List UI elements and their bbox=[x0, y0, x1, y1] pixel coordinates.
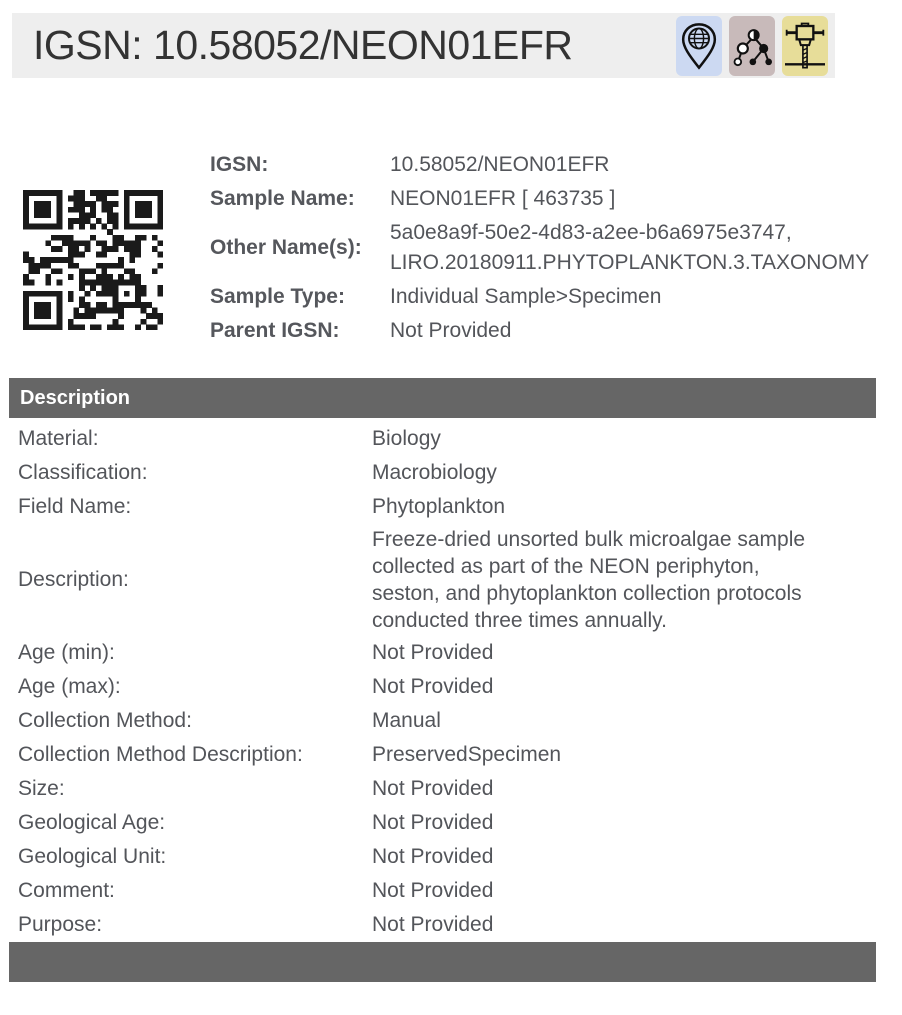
field-name-value: Phytoplankton bbox=[372, 495, 506, 518]
geological-unit-label: Geological Unit: bbox=[18, 845, 167, 868]
sample-summary bbox=[23, 148, 902, 348]
age-min-value: Not Provided bbox=[372, 641, 494, 664]
other-names-value: 5a0e8a9f-50e2-4d83-a2ee-b6a6975e3747, LIRO.20180911.PHYTOPLANKTON.3.TAXONOMY bbox=[390, 221, 870, 274]
sample-name-value: NEON01EFR [ 463735 ] bbox=[390, 187, 616, 210]
qr-code bbox=[23, 190, 163, 330]
title-bar bbox=[12, 13, 835, 78]
description-table bbox=[0, 422, 902, 942]
comment-value: Not Provided bbox=[372, 879, 494, 902]
drill-sampling-icon[interactable] bbox=[782, 16, 828, 76]
geological-age-value: Not Provided bbox=[372, 811, 494, 834]
sample-summary-table bbox=[210, 148, 882, 348]
material-label: Material: bbox=[18, 427, 99, 450]
drill-glyph bbox=[785, 19, 825, 73]
collection-method-description-value: PreservedSpecimen bbox=[372, 743, 562, 766]
description-label: Description: bbox=[18, 568, 129, 591]
purpose-label: Purpose: bbox=[18, 913, 103, 936]
other-names-label: Other Name(s): bbox=[210, 236, 362, 259]
map-pin-globe-glyph bbox=[679, 19, 719, 73]
next-section-bar bbox=[9, 942, 876, 982]
age-min-label: Age (min): bbox=[18, 641, 115, 664]
geological-age-label: Geological Age: bbox=[18, 811, 166, 834]
geological-unit-value: Not Provided bbox=[372, 845, 494, 868]
collection-method-description-label: Collection Method Description: bbox=[18, 743, 303, 766]
field-name-label: Field Name: bbox=[18, 495, 132, 518]
sample-type-label: Sample Type: bbox=[210, 285, 345, 308]
page bbox=[0, 13, 902, 982]
sample-name-label: Sample Name: bbox=[210, 187, 355, 210]
purpose-value: Not Provided bbox=[372, 913, 494, 936]
age-max-value: Not Provided bbox=[372, 675, 494, 698]
igsn-label: IGSN: bbox=[210, 153, 269, 176]
parent-igsn-value: Not Provided bbox=[390, 319, 512, 342]
sample-type-value: Individual Sample>Specimen bbox=[390, 285, 662, 308]
classification-value: Macrobiology bbox=[372, 461, 497, 484]
hierarchy-tree-glyph bbox=[732, 24, 772, 68]
section-header-description bbox=[9, 378, 876, 418]
map-location-icon[interactable] bbox=[676, 16, 722, 76]
section-title: Description bbox=[20, 387, 131, 409]
size-value: Not Provided bbox=[372, 777, 494, 800]
classification-label: Classification: bbox=[18, 461, 148, 484]
description-value: Freeze-dried unsorted bulk microalgae sample collected as part of the NEON periphyton, seston, and phytoplankton collection protocols conducted three times annually. bbox=[372, 528, 806, 632]
comment-label: Comment: bbox=[18, 879, 115, 902]
material-value: Biology bbox=[372, 427, 441, 450]
collection-method-value: Manual bbox=[372, 709, 441, 732]
size-label: Size: bbox=[18, 777, 65, 800]
igsn-value: 10.58052/NEON01EFR bbox=[390, 153, 610, 176]
parent-igsn-label: Parent IGSN: bbox=[210, 319, 340, 342]
collection-method-label: Collection Method: bbox=[18, 709, 192, 732]
page-title: IGSN: 10.58052/NEON01EFR bbox=[33, 22, 573, 68]
age-max-label: Age (max): bbox=[18, 675, 121, 698]
sample-hierarchy-icon[interactable] bbox=[729, 16, 775, 76]
